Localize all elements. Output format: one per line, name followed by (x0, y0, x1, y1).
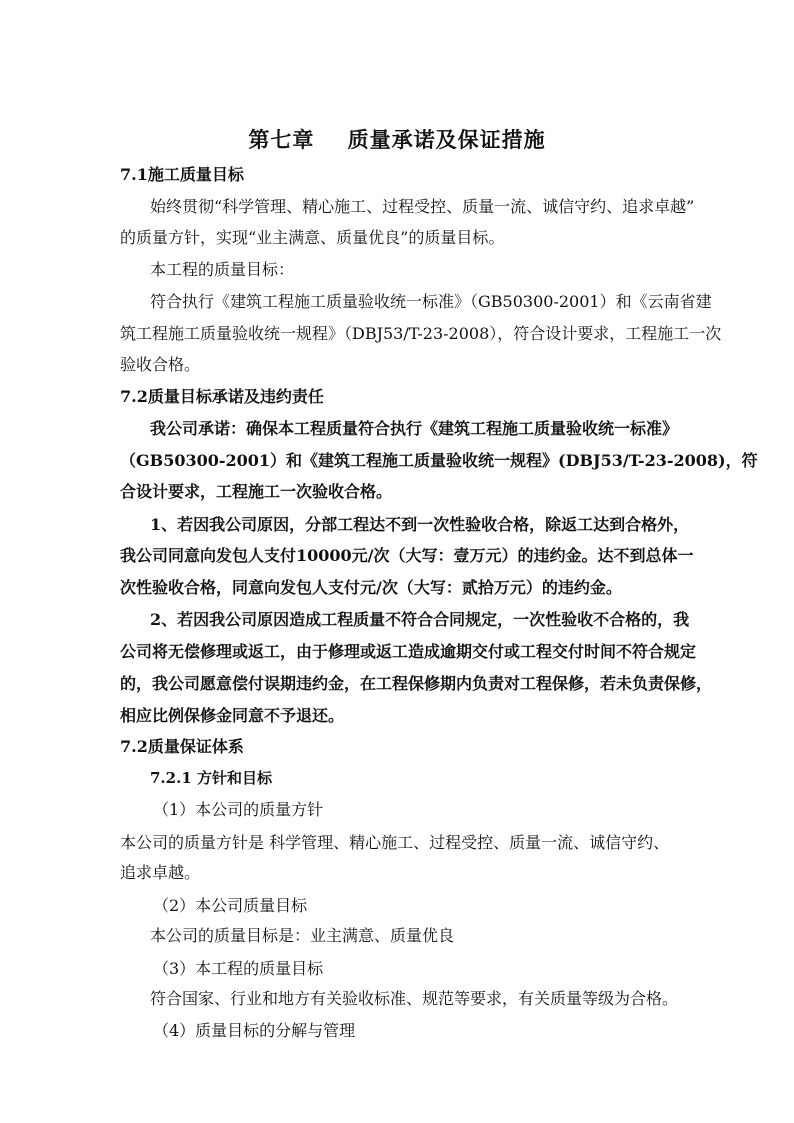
text-line: 验收合格。 (120, 355, 201, 374)
text-line: 筑工程施工质量验收统一规程》（DBJ53/T-23-2008），符合设计要求，工程施工一次 (120, 324, 722, 343)
text-line: 的质量方针，实现“业主满意、质量优良”的质量目标。 (120, 228, 505, 247)
text-line: （4）质量目标的分解与管理 (153, 1021, 356, 1040)
text-line: 公司将无偿修理或返工，由于修理或返工造成逾期交付或工程交付时间不符合规定 (120, 642, 697, 661)
text-line: 符合国家、行业和地方有关验收标准、规范等要求，有关质量等级为合格。 (150, 989, 679, 1008)
text-line: 的，我公司愿意偿付误期违约金，在工程保修期内负责对工程保修，若未负责保修， (120, 674, 713, 693)
text-line: （2）本公司质量目标 (153, 896, 308, 915)
text-line: （3）本工程的质量目标 (153, 959, 324, 978)
text-line: 7.2质量目标承诺及违约责任 (120, 387, 324, 406)
text-line: （1）本公司的质量方针 (153, 800, 324, 819)
text-line: 始终贯彻“科学管理、精心施工、过程受控、质量一流、诚信守约、追求卓越” (150, 197, 695, 216)
text-line: 7.2质量保证体系 (120, 737, 244, 756)
text-line: （GB50300-2001）和《建筑工程施工质量验收统一规程》(DBJ53/T-23-2008)，符 (120, 451, 758, 470)
text-line: 7.1施工质量目标 (120, 165, 244, 184)
text-line: 7.2.1 方针和目标 (150, 769, 272, 787)
chapter-title: 第七章 质量承诺及保证措施 (248, 127, 546, 152)
text-line: 本公司的质量目标是：业主满意、质量优良 (150, 926, 455, 945)
text-line: 本工程的质量目标： (150, 260, 295, 279)
text-line: 合设计要求，工程施工一次验收合格。 (120, 482, 393, 501)
text-line: 相应比例保修金同意不予退还。 (120, 706, 345, 725)
text-line: 次性验收合格，同意向发包人支付元/次（大写：贰拾万元）的违约金。 (120, 578, 622, 597)
text-line: 我公司承诺：确保本工程质量符合执行《建筑工程施工质量验收统一标准》 (150, 419, 679, 438)
text-line: 2、若因我公司原因造成工程质量不符合合同规定，一次性验收不合格的，我 (150, 610, 690, 629)
text-line: 追求卓越。 (120, 863, 201, 882)
text-line: 我公司同意向发包人支付10000元/次（大写：壹万元）的违约金。达不到总体一 (120, 546, 694, 565)
text-line: 1、若因我公司原因，分部工程达不到一次性验收合格，除返工达到合格外， (150, 515, 690, 534)
text-line: 符合执行《建筑工程施工质量验收统一标准》（GB50300-2001）和《云南省建 (150, 292, 712, 311)
text-line: 本公司的质量方针是 科学管理、精心施工、过程受控、质量一流、诚信守约、 (120, 833, 670, 852)
